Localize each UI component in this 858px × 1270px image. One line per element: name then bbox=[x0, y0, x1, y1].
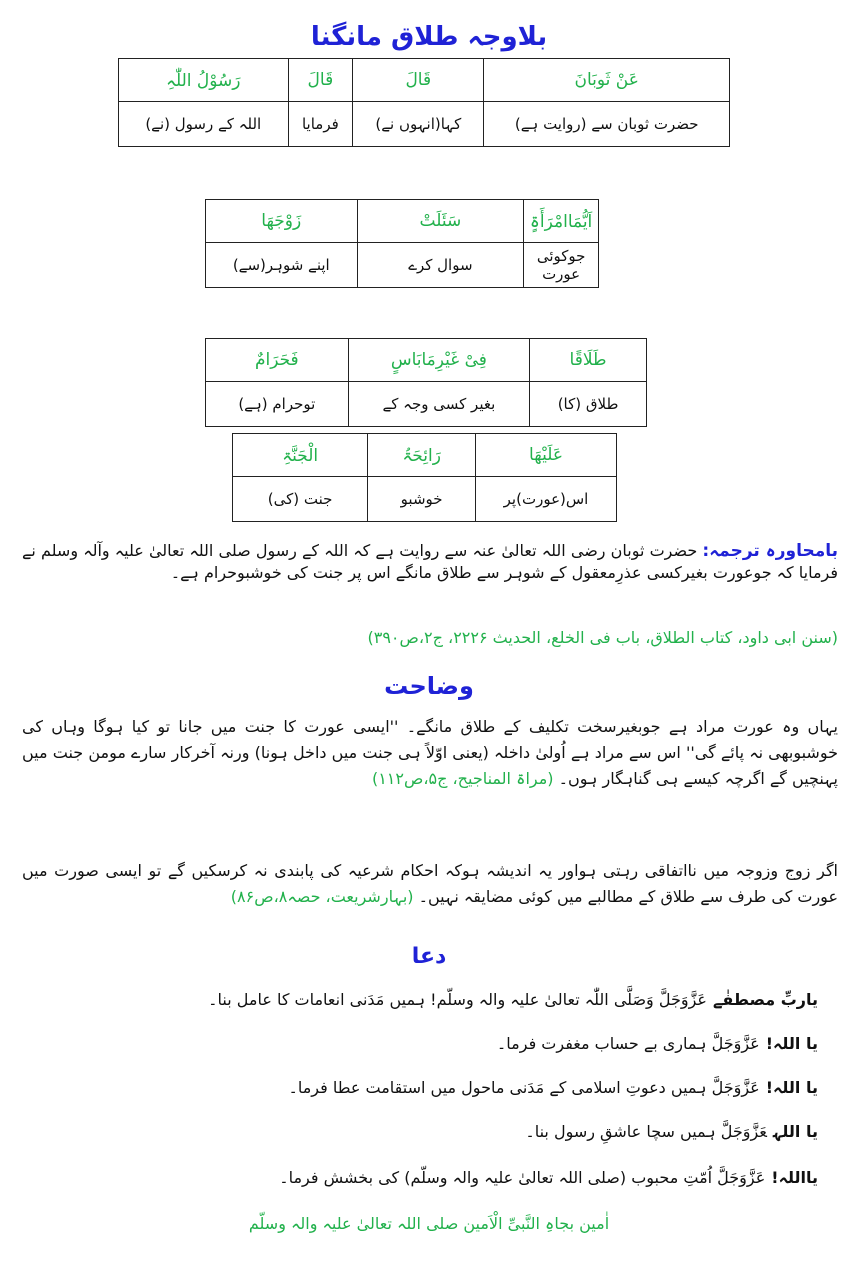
arabic-word: زَوْجَھَا bbox=[206, 200, 358, 243]
dua-text: عَزَّوَجَلَّ وَصَلَّی اللّٰہ تعالیٰ علیہ والہ وسلّم! ہمیں مَدَنی انعامات کا عامل بنا۔ bbox=[208, 990, 707, 1009]
word-table-2 bbox=[205, 199, 599, 288]
dua-line bbox=[525, 1122, 818, 1141]
urdu-meaning: سوال کرے bbox=[357, 243, 524, 288]
dua-lead: یا اللہ bbox=[773, 1122, 818, 1141]
arabic-word: اَیُّمَاامْرَأَۃٍ bbox=[524, 200, 599, 243]
arabic-word: سَئَلَتْ bbox=[357, 200, 524, 243]
dua-lead: یااللہ! bbox=[771, 1168, 818, 1187]
dua-text: عَزَّوَجَلَّ اُمّتِ محبوب (صلی اللہ تعالیٰ علیہ والہ وسلّم) کی بخشش فرما۔ bbox=[279, 1168, 766, 1187]
hadith-reference: (سنن ابی داود، کتاب الطلاق، باب فی الخلع، الحدیث ۲۲۲۶، ج۲،ص۳۹۰) bbox=[367, 628, 838, 647]
dua-line bbox=[288, 1078, 818, 1097]
dua-line bbox=[497, 1034, 818, 1053]
explanation-reference: (بہارشریعت، حصہ۸،ص۸۶) bbox=[230, 887, 414, 906]
urdu-meaning: خوشبو bbox=[368, 477, 476, 522]
explanation-text: اگر زوج وزوجہ میں نااتفاقی رہتی ہواور یہ اندیشہ ہوکہ احکام شرعیہ کی پابندی نہ کرسکیں گے تو ایسی صورت میں عورت کی طرف سے طلاق کے مطالبے میں کوئی مضایقہ نہیں۔ bbox=[22, 861, 838, 906]
urdu-meaning: کہا(انہوں نے) bbox=[353, 102, 484, 147]
translation-text: حضرت ثوبان رضی اللہ تعالیٰ عنہ سے روایت ہے کہ اللہ کے رسول صلی اللہ تعالیٰ علیہ وآلہ وسلم نے فرمایا کہ جوعورت بغیرکسی عذرِمعقول کے شوہر سے طلاق مانگے اس پر جنت کی خوشبوحرام ہے۔ bbox=[22, 541, 838, 582]
urdu-meaning: بغیر کسی وجہ کے bbox=[348, 382, 529, 427]
urdu-meaning: اپنے شوہر(سے) bbox=[206, 243, 358, 288]
dua-lead: یا اللہ! bbox=[765, 1034, 818, 1053]
explanation-reference: (مراۃ المناجیح، ج۵،ص۱۱۲) bbox=[371, 769, 554, 788]
closing-line: اٰمین بجاہِ النَّبیِّ الْاَمین صلی اللہ تعالیٰ علیہ والہ وسلّم bbox=[248, 1214, 610, 1233]
translation-paragraph bbox=[22, 540, 838, 584]
word-table-1 bbox=[118, 58, 730, 147]
word-table-4 bbox=[232, 433, 617, 522]
urdu-meaning: اللہ کے رسول (نے) bbox=[119, 102, 289, 147]
urdu-meaning: حضرت ثوبان سے (روایت ہے) bbox=[484, 102, 730, 147]
dua-text: عَزَّوَجَلَّ ہماری بے حساب مغفرت فرما۔ bbox=[496, 1034, 760, 1053]
urdu-meaning: اس(عورت)پر bbox=[476, 477, 617, 522]
dua-text: عَزَّوَجَلَّ ہمیں سچا عاشقِ رسول بنا۔ bbox=[525, 1122, 768, 1141]
explanation-text: یہاں وہ عورت مراد ہے جوبغیرسخت تکلیف کے طلاق مانگے۔ ''ایسی عورت کا جنت میں جانا تو کیا ہوگا وہاں کی خوشبوبھی نہ پائے گی'' اس سے مراد ہے اُولیٰ داخلہ (یعنی اوّلاً ہی جنت میں داخل ہونا) ورنہ آخرکار سارے مومن جنت میں پہنچیں گے اگرچہ کیسے ہی گناہگار ہوں۔ bbox=[22, 717, 838, 788]
arabic-word: قَالَ bbox=[353, 59, 484, 102]
explanation-paragraph-1 bbox=[22, 714, 838, 792]
arabic-word: قَالَ bbox=[288, 59, 353, 102]
word-table-3 bbox=[205, 338, 647, 427]
urdu-meaning: جوکوئی عورت bbox=[524, 243, 599, 288]
dua-heading: دعا bbox=[411, 944, 447, 969]
dua-lead: یا اللہ! bbox=[765, 1078, 818, 1097]
explanation-heading: وضاحت bbox=[384, 672, 474, 700]
arabic-word: عَلَیْھَا bbox=[476, 434, 617, 477]
urdu-meaning: طلاق (کا) bbox=[530, 382, 647, 427]
translation-label: بامحاورہ ترجمہ: bbox=[702, 541, 839, 561]
arabic-word: فَحَرَامٌ bbox=[206, 339, 349, 382]
arabic-word: فِیْ غَیْرِمَابَاسٍ bbox=[348, 339, 529, 382]
urdu-meaning: جنت (کی) bbox=[233, 477, 368, 522]
arabic-word: رَسُوْلُ اللّٰہِ bbox=[119, 59, 289, 102]
arabic-word: رَائِحَۃُ bbox=[368, 434, 476, 477]
explanation-paragraph-2 bbox=[22, 858, 838, 910]
dua-line bbox=[279, 1168, 818, 1187]
urdu-meaning: فرمایا bbox=[288, 102, 353, 147]
arabic-word: عَنْ ثَوبَانَ bbox=[484, 59, 730, 102]
arabic-word: الْجَنَّۃِ bbox=[233, 434, 368, 477]
dua-line bbox=[208, 990, 818, 1009]
dua-lead: یاربِّ مصطفٰے bbox=[712, 990, 818, 1009]
page-title: بلاوجہ طلاق مانگنا bbox=[310, 22, 548, 52]
arabic-word: طَلَاقًا bbox=[530, 339, 647, 382]
urdu-meaning: توحرام (ہے) bbox=[206, 382, 349, 427]
dua-text: عَزَّوَجَلَّ ہمیں دعوتِ اسلامی کے مَدَنی ماحول میں استقامت عطا فرما۔ bbox=[288, 1078, 760, 1097]
